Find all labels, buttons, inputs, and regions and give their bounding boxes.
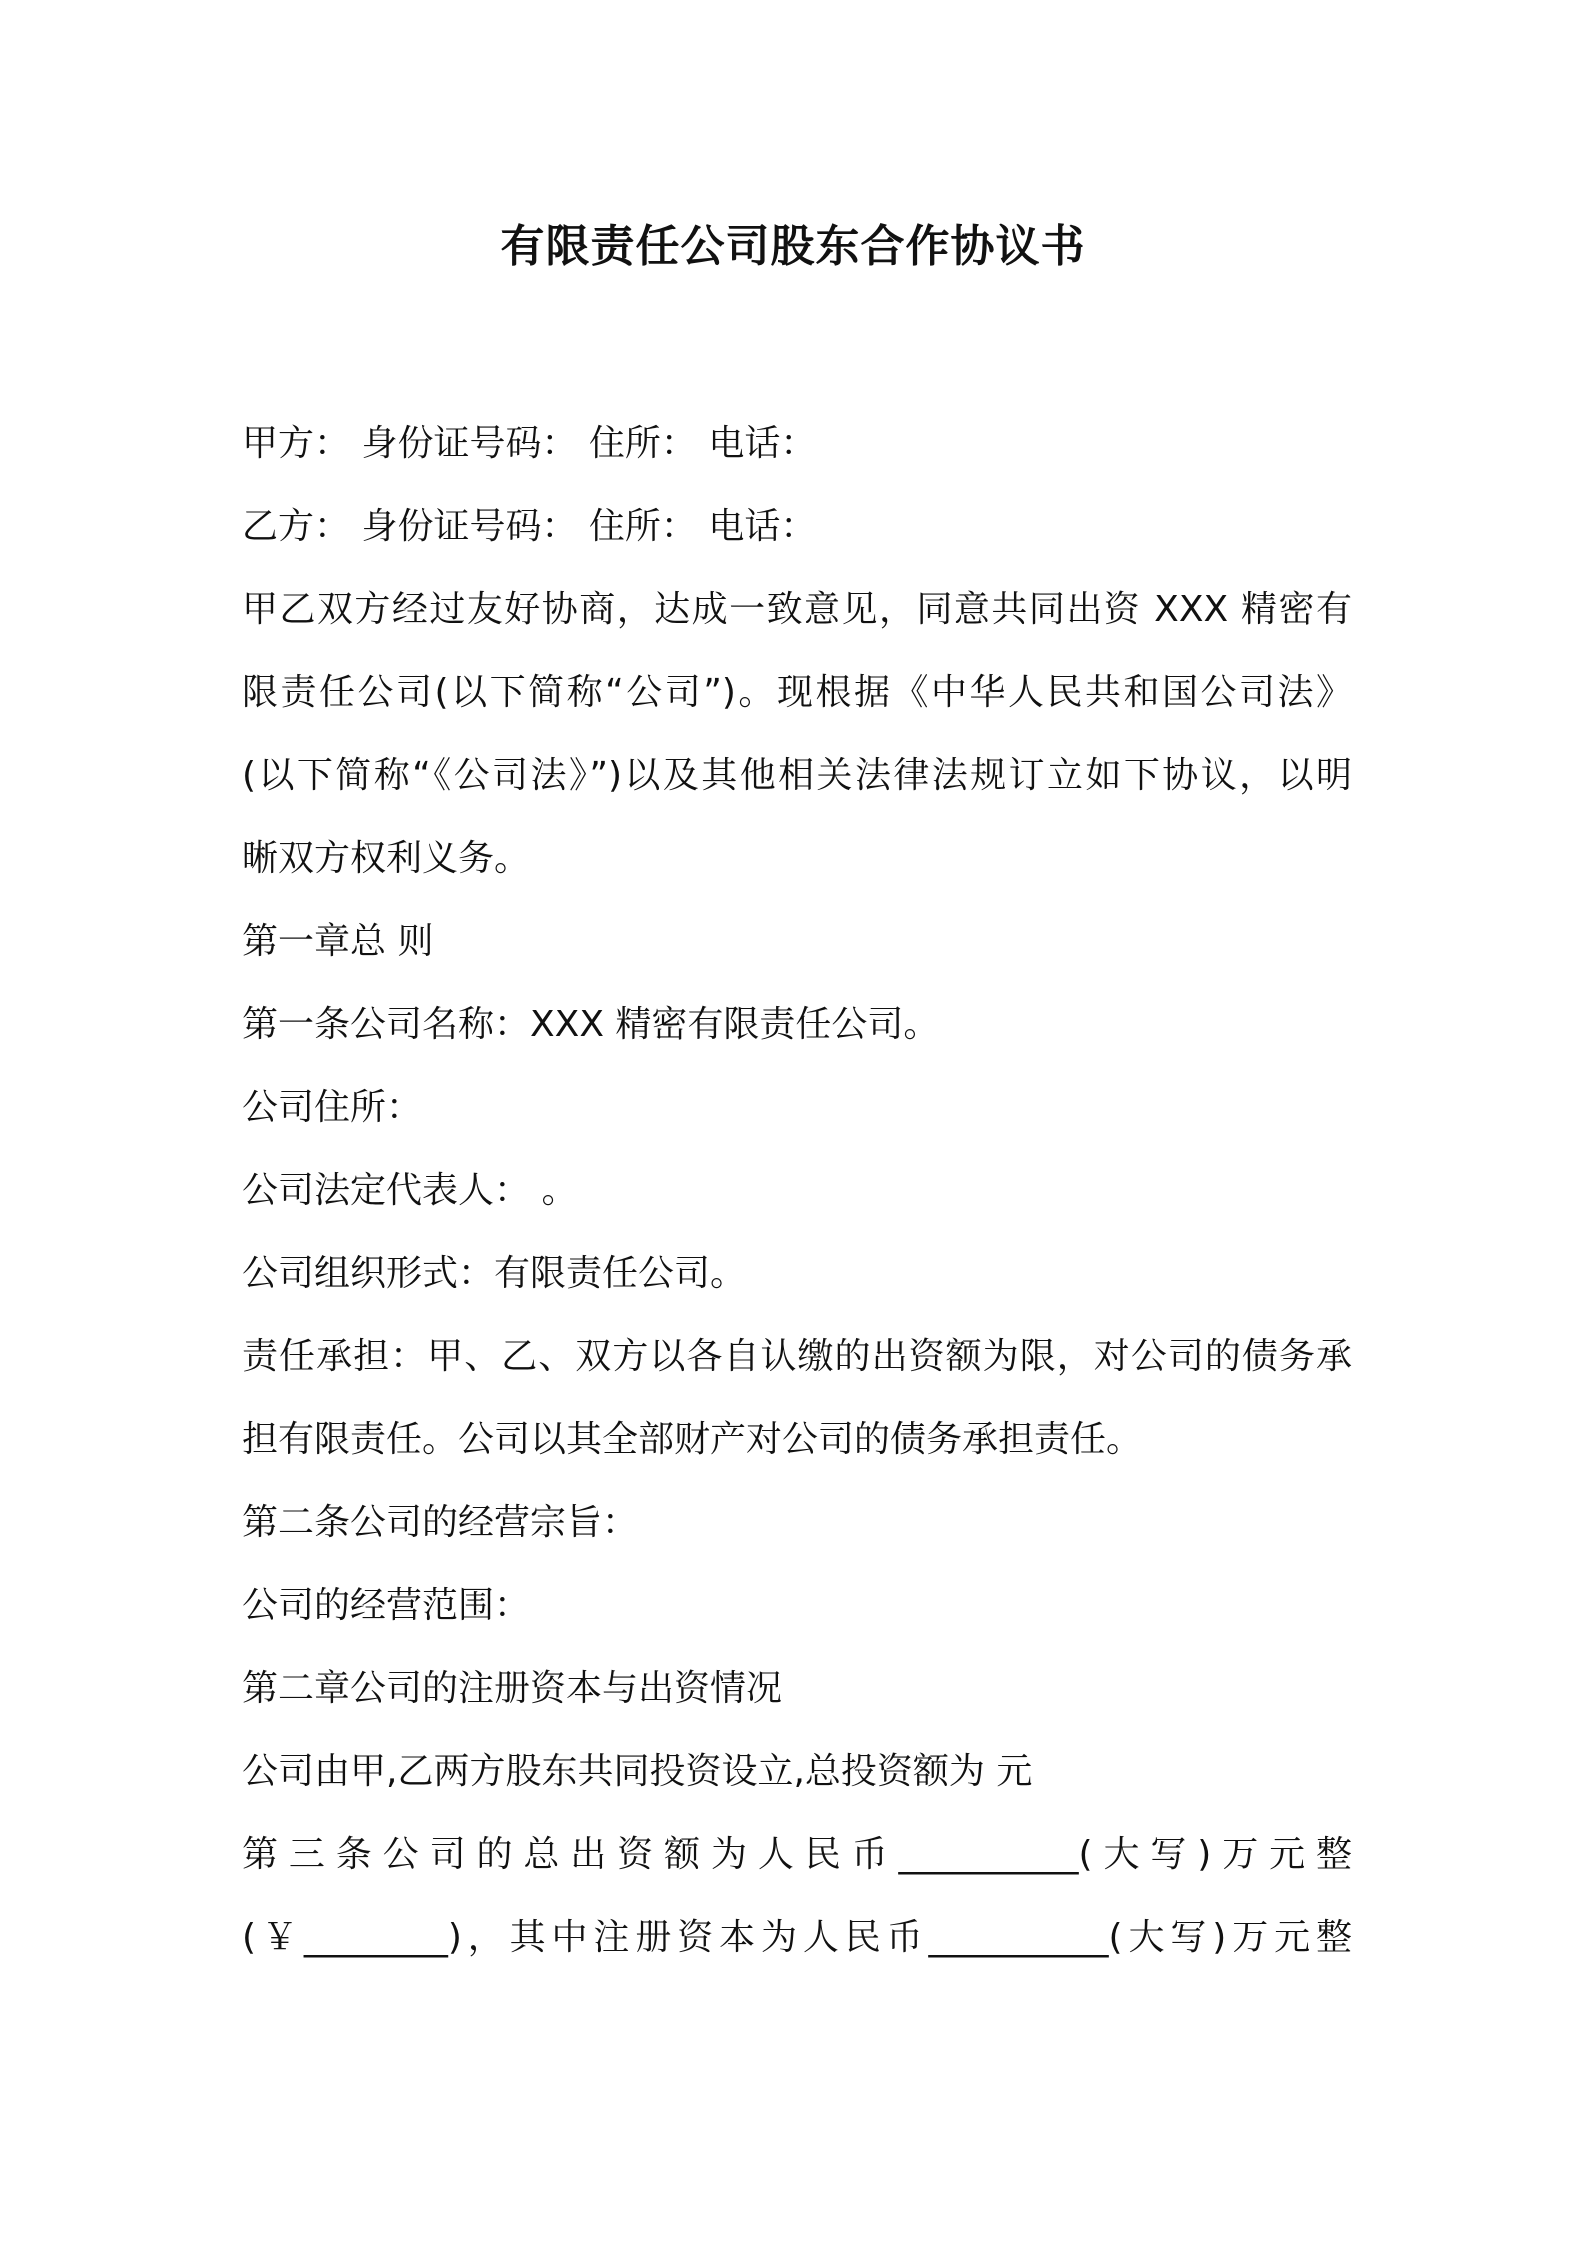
business-scope: 公司的经营范围： [242, 1585, 531, 1626]
liability-line-2: 担有限责任。公司以其全部财产对公司的债务承担责任。 [242, 1419, 1143, 1460]
preamble-line-1: 甲乙双方经过友好协商，达成一致意见，同意共同出资 XXX 精密有 [242, 589, 1352, 630]
preamble-line-2: 限责任公司(以下简称“公司”)。现根据《中华人民共和国公司法》 [242, 672, 1352, 713]
article-2-purpose: 第二条公司的经营宗旨： [242, 1502, 639, 1543]
organization-form: 公司组织形式：有限责任公司。 [242, 1253, 747, 1294]
document-title: 有限责任公司股东合作协议书 [500, 221, 1086, 272]
company-address: 公司住所： [242, 1087, 423, 1128]
chapter-1-heading: 第一章总 则 [242, 921, 434, 962]
article-1-company-name: 第一条公司名称：XXX 精密有限责任公司。 [242, 1004, 940, 1045]
party-a-line: 甲方： 身份证号码： 住所： 电话： [242, 423, 817, 464]
total-investment: 公司由甲,乙两方股东共同投资设立,总投资额为 元 [242, 1751, 1033, 1792]
chapter-2-heading: 第二章公司的注册资本与出资情况 [242, 1668, 783, 1709]
party-b-line: 乙方： 身份证号码： 住所： 电话： [242, 506, 817, 547]
preamble-line-4: 晰双方权利义务。 [242, 838, 531, 879]
legal-representative: 公司法定代表人： 。 [242, 1170, 578, 1211]
article-3-line-2: (￥________)，其中注册资本为人民币__________(大写)万元整 [242, 1917, 1352, 1958]
liability-line-1: 责任承担：甲、乙、双方以各自认缴的出资额为限，对公司的债务承 [242, 1336, 1352, 1377]
article-3-line-1: 第三条公司的总出资额为人民币__________(大写)万元整 [242, 1834, 1352, 1875]
document-body [242, 402, 1352, 1979]
preamble-line-3: (以下简称“《公司法》”)以及其他相关法律法规订立如下协议，以明 [242, 755, 1352, 796]
